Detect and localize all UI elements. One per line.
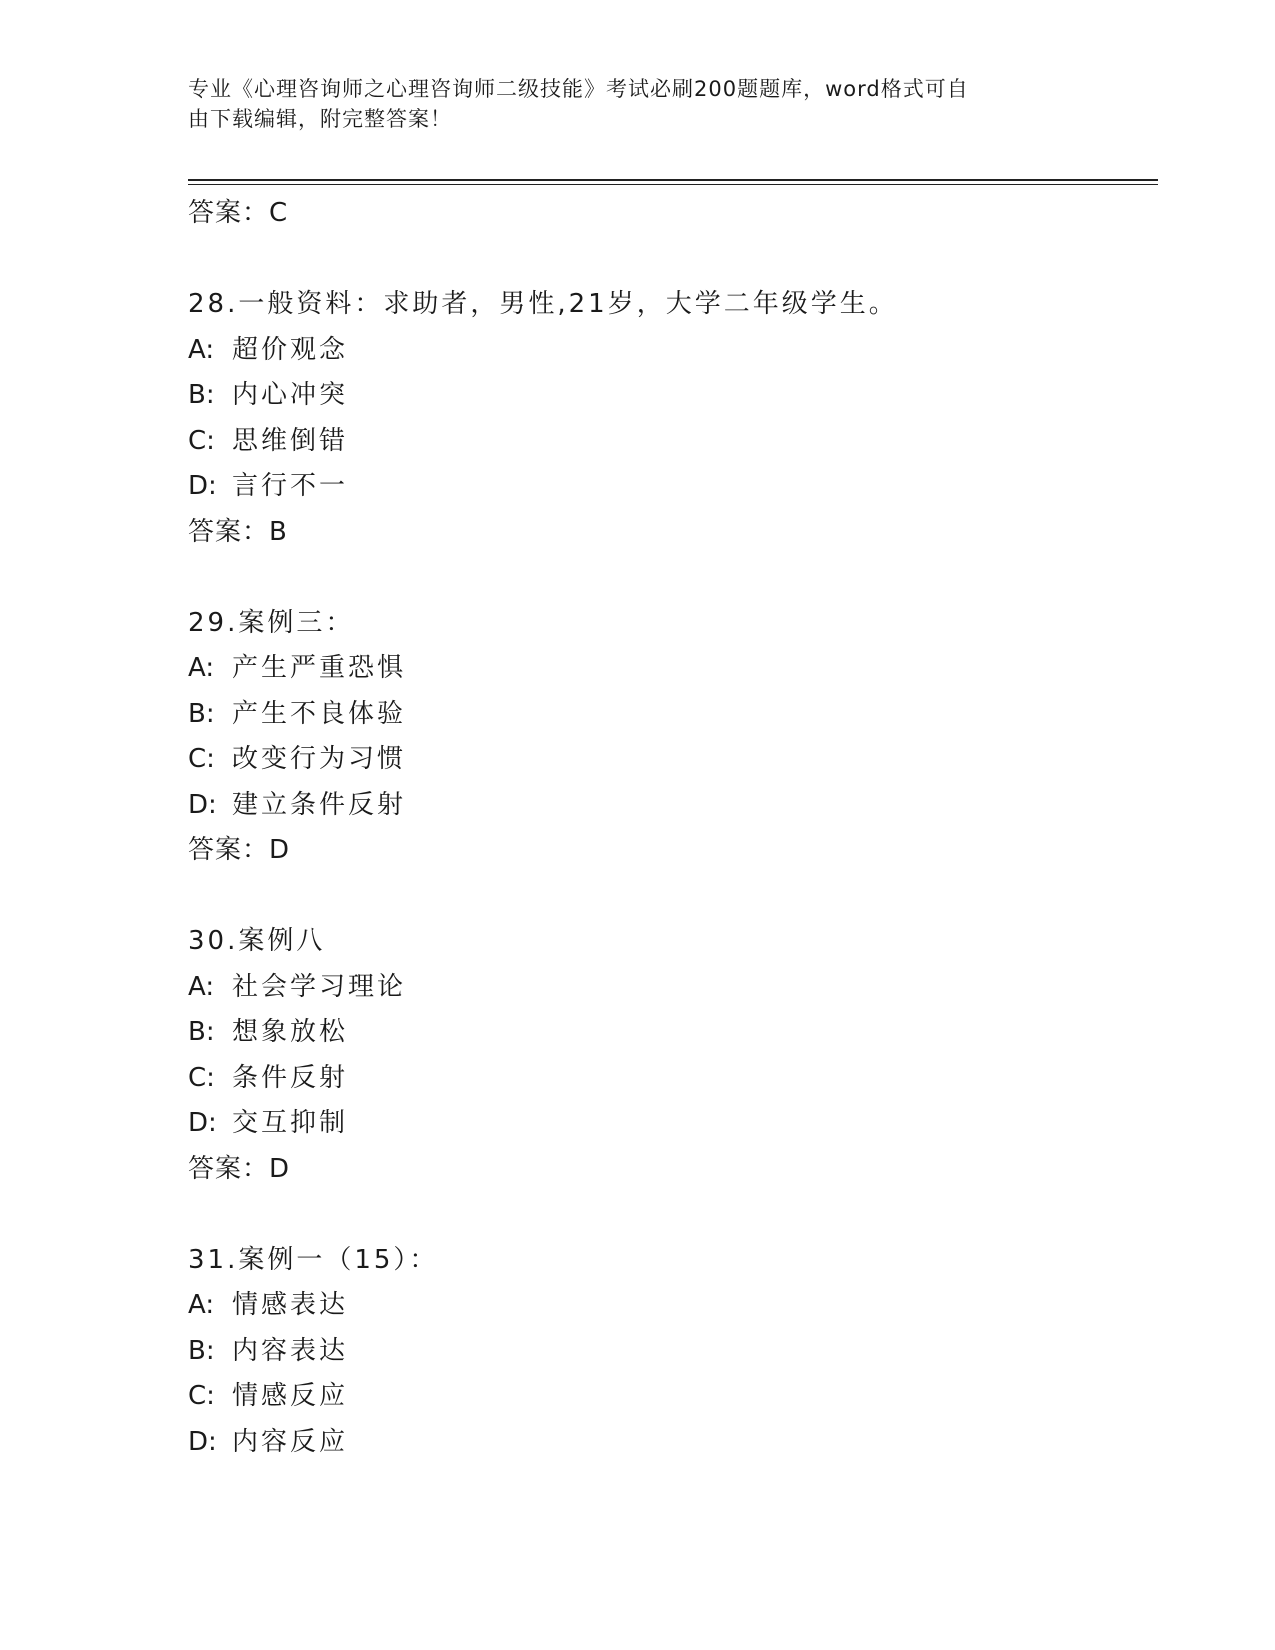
question-title: 29.案例三： <box>188 607 355 638</box>
option-d <box>188 1101 1148 1147</box>
option-text: 社会学习理论 <box>232 971 407 1002</box>
option-d <box>188 1420 1148 1466</box>
header-rule-thick <box>188 179 1158 181</box>
option-key: D: <box>188 1426 217 1457</box>
option-key: A: <box>188 971 215 1002</box>
answer-line: 答案：B <box>188 516 288 547</box>
question-title: 30.案例八 <box>188 926 326 956</box>
option-text: 产生严重恐惧 <box>232 653 407 683</box>
answer-line: 答案：D <box>188 835 291 865</box>
question-block <box>188 282 1148 555</box>
option-text: 情感反应 <box>232 1381 349 1411</box>
answer-line: 答案：C <box>188 198 289 228</box>
spacer <box>188 874 1148 920</box>
question-title: 28.一般资料：求助者，男性,21岁，大学二年级学生。 <box>188 289 898 319</box>
option-text: 内心冲突 <box>232 380 349 410</box>
option-c <box>188 419 1148 465</box>
option-c <box>188 1374 1148 1420</box>
answer-line: 答案：D <box>188 1153 291 1184</box>
option-b <box>188 692 1148 738</box>
option-a <box>188 646 1148 692</box>
question-block <box>188 601 1148 874</box>
option-text: 内容反应 <box>232 1426 349 1457</box>
option-key: D: <box>188 789 217 820</box>
option-d <box>188 464 1148 510</box>
question-list <box>188 191 1148 1465</box>
option-key: B: <box>188 1335 215 1366</box>
spacer <box>188 555 1148 601</box>
option-text: 内容表达 <box>232 1335 349 1366</box>
option-key: B: <box>188 380 215 410</box>
option-key: D: <box>188 471 217 501</box>
option-a <box>188 965 1148 1011</box>
option-key: B: <box>188 698 215 729</box>
option-key: C: <box>188 1381 215 1411</box>
option-key: C: <box>188 425 215 456</box>
option-key: A: <box>188 334 215 365</box>
option-text: 想象放松 <box>232 1017 349 1047</box>
question-title: 31.案例一（15）： <box>188 1244 439 1275</box>
header-line-1: 专业《心理咨询师之心理咨询师二级技能》考试必刷200题题库，word格式可自 <box>188 77 969 101</box>
option-text: 建立条件反射 <box>232 789 407 820</box>
option-b <box>188 373 1148 419</box>
option-text: 改变行为习惯 <box>232 744 407 774</box>
option-key: D: <box>188 1108 217 1138</box>
option-text: 超价观念 <box>232 334 349 365</box>
spacer <box>188 1192 1148 1238</box>
document-header <box>188 74 1068 134</box>
option-key: C: <box>188 744 215 774</box>
option-text: 交互抑制 <box>232 1108 349 1138</box>
question-block <box>188 919 1148 1192</box>
option-key: B: <box>188 1017 215 1047</box>
header-line-2: 由下载编辑，附完整答案！ <box>188 107 452 131</box>
option-text: 条件反射 <box>232 1062 349 1093</box>
option-text: 言行不一 <box>232 471 349 501</box>
option-d <box>188 783 1148 829</box>
option-key: C: <box>188 1062 215 1093</box>
option-text: 情感表达 <box>232 1290 349 1320</box>
option-key: A: <box>188 1290 215 1320</box>
option-b <box>188 1010 1148 1056</box>
option-c <box>188 737 1148 783</box>
option-a <box>188 1283 1148 1329</box>
option-text: 产生不良体验 <box>232 698 407 729</box>
question-block <box>188 1238 1148 1466</box>
option-a <box>188 328 1148 374</box>
spacer <box>188 237 1148 283</box>
option-c <box>188 1056 1148 1102</box>
header-rule-thin <box>188 184 1158 185</box>
option-key: A: <box>188 653 215 683</box>
option-text: 思维倒错 <box>232 425 349 456</box>
option-b <box>188 1329 1148 1375</box>
